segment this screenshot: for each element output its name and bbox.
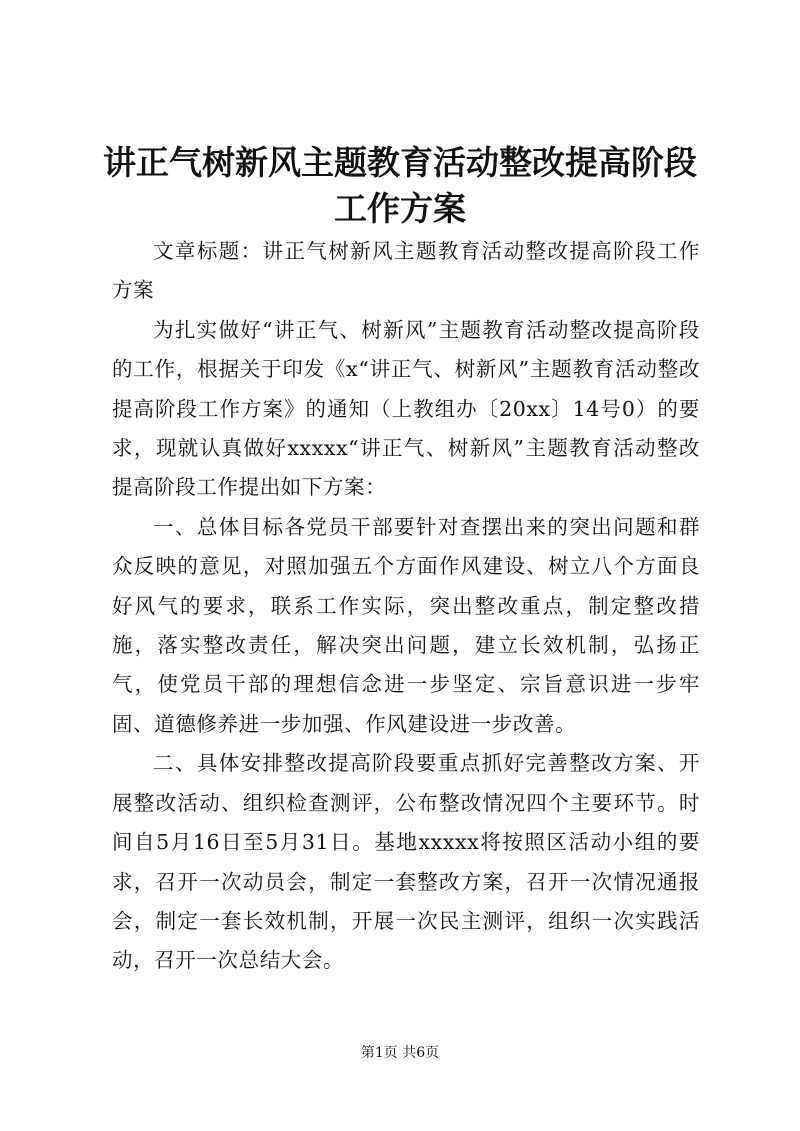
- document-title: 讲正气树新风主题教育活动整改提高阶段工作方案: [103, 143, 697, 228]
- goal-paragraph: 一、总体目标各党员干部要针对查摆出来的突出问题和群众反映的意见，对照加强五个方面作风建设、树立八个方面良好风气的要求，联系工作实际，突出整改重点，制定整改措施，落实整改责任，解决突出问题，建立长效机制，弘扬正气，使党员干部的理想信念进一步坚定、宗旨意识进一步牢固、道德修养进一步加强、作风建设进一步改善。: [112, 514, 700, 736]
- document-body: [112, 232, 700, 981]
- page-footer: 第1页 共6页: [360, 1045, 440, 1061]
- article-title-paragraph: 文章标题：讲正气树新风主题教育活动整改提高阶段工作方案: [112, 239, 700, 303]
- schedule-paragraph: 二、具体安排整改提高阶段要重点抓好完善整改方案、开展整改活动、组织检查测评，公布整改情况四个主要环节。时间自5月16日至5月31日。基地xxxxx将按照区活动小组的要求，召开一次动员会，制定一套整改方案，召开一次情况通报会，制定一套长效机制，开展一次民主测评，组织一次实践活动，召开一次总结大会。: [112, 751, 700, 973]
- intro-paragraph: 为扎实做好“讲正气、树新风”主题教育活动整改提高阶段的工作，根据关于印发《x“讲正气、树新风”主题教育活动整改提高阶段工作方案》的通知（上教组办〔20xx〕14号0）的要求，现就认真做好xxxxx“讲正气、树新风”主题教育活动整改提高阶段工作提出如下方案：: [112, 317, 700, 500]
